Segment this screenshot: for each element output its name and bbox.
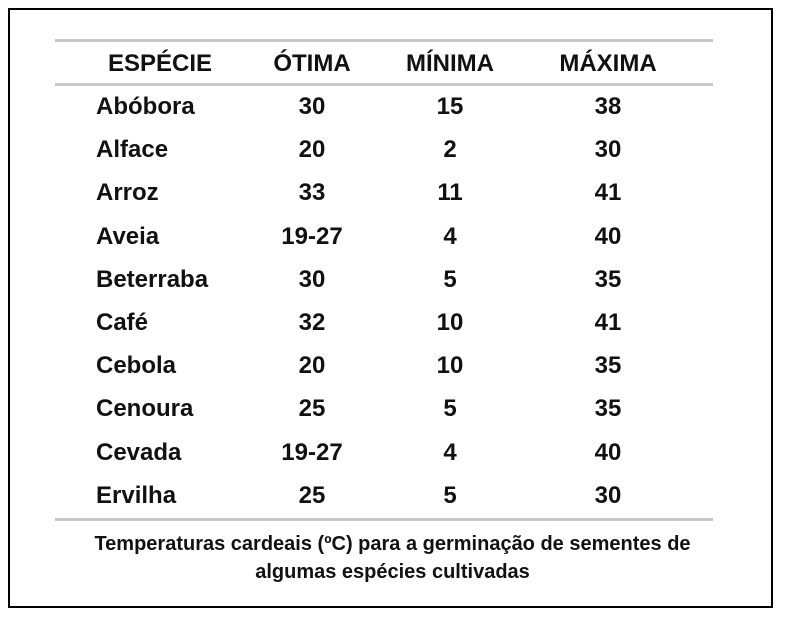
cell-especie: Cebola — [96, 352, 177, 379]
cell-maxima: 35 — [594, 395, 622, 422]
cell-maxima: 30 — [594, 482, 622, 509]
cell-minima: 2 — [443, 136, 457, 163]
cell-otima: 19-27 — [281, 223, 343, 250]
cell-minima: 10 — [436, 352, 464, 379]
table-bottom-rule — [55, 518, 713, 521]
cell-otima: 30 — [298, 266, 326, 293]
cell-especie: Abóbora — [96, 93, 195, 120]
cell-maxima: 35 — [594, 266, 622, 293]
caption-line-2: algumas espécies cultivadas — [255, 561, 530, 583]
caption-line-1: Temperaturas cardeais (ºC) para a germinação de sementes de — [94, 533, 691, 555]
cell-especie: Cenoura — [96, 395, 194, 422]
cell-especie: Arroz — [96, 179, 159, 206]
cell-maxima: 40 — [594, 223, 622, 250]
cell-minima: 4 — [443, 223, 457, 250]
cell-otima: 25 — [298, 482, 326, 509]
cell-minima: 15 — [436, 93, 464, 120]
cell-minima: 5 — [443, 266, 457, 293]
table-caption — [40, 530, 745, 586]
cell-maxima: 30 — [594, 136, 622, 163]
table-top-rule — [55, 39, 713, 42]
cell-otima: 30 — [298, 93, 326, 120]
header-maxima: MÁXIMA — [559, 50, 657, 77]
cell-minima: 11 — [437, 179, 463, 206]
cell-maxima: 35 — [594, 352, 622, 379]
cell-otima: 32 — [298, 309, 326, 336]
cell-otima: 20 — [298, 352, 326, 379]
cell-maxima: 38 — [594, 93, 622, 120]
cell-otima: 33 — [298, 179, 326, 206]
cell-maxima: 41 — [594, 179, 622, 206]
header-especie: ESPÉCIE — [108, 50, 213, 77]
cell-especie: Café — [96, 309, 149, 336]
header-otima: ÓTIMA — [273, 50, 351, 77]
cell-especie: Beterraba — [96, 266, 209, 293]
cell-especie: Alface — [96, 136, 169, 163]
cell-otima: 19-27 — [281, 439, 343, 466]
cell-otima: 20 — [298, 136, 326, 163]
header-minima: MÍNIMA — [406, 50, 494, 77]
cell-maxima: 41 — [594, 309, 622, 336]
cell-maxima: 40 — [594, 439, 622, 466]
cell-minima: 5 — [443, 482, 457, 509]
cell-minima: 4 — [443, 439, 457, 466]
cell-especie: Cevada — [96, 439, 182, 466]
cell-minima: 10 — [436, 309, 464, 336]
table-header-rule — [55, 83, 713, 86]
cell-especie: Ervilha — [96, 482, 177, 509]
cell-minima: 5 — [443, 395, 457, 422]
cell-otima: 25 — [298, 395, 326, 422]
cell-especie: Aveia — [96, 223, 160, 250]
